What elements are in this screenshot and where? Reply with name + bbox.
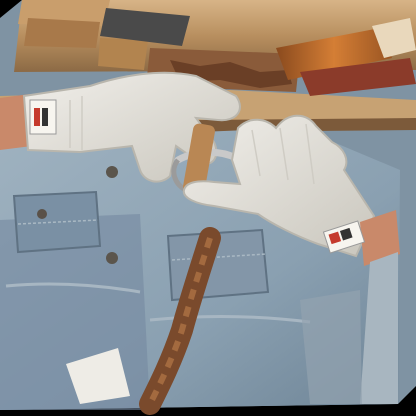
left-glove-label (30, 100, 56, 134)
wood-block-right (98, 38, 148, 70)
right-sleeve-shadow (300, 290, 362, 404)
wood-block (24, 18, 100, 48)
left-chest-pocket (14, 192, 100, 252)
jacket-button (106, 166, 118, 178)
jacket-button (106, 252, 118, 264)
